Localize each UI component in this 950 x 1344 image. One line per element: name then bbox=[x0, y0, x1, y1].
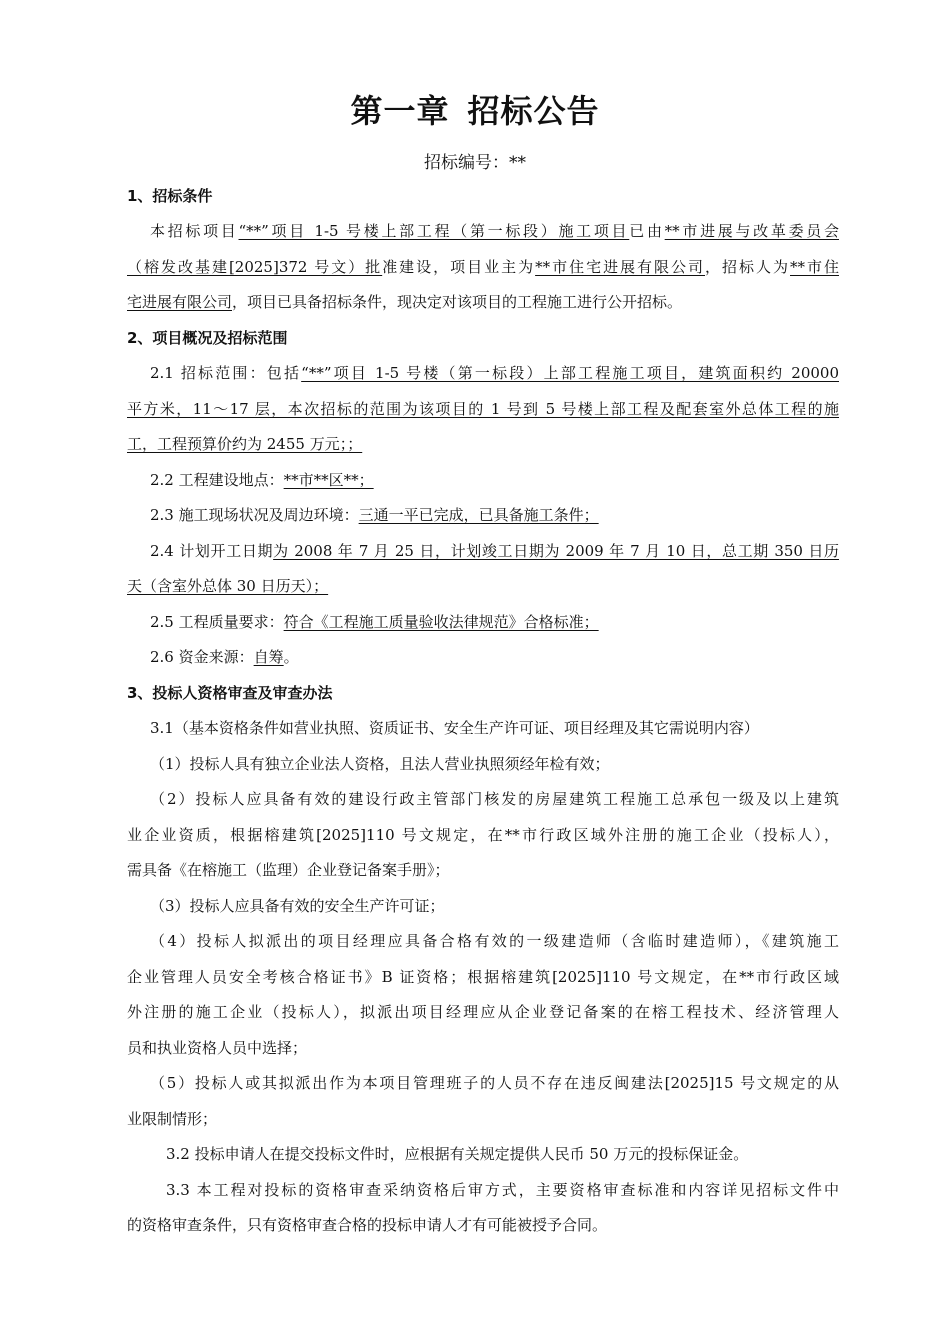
page-title bbox=[0, 86, 950, 132]
section-1-para-line-1: 本招标项目“**”项目 1-5 号楼上部工程（第一标段）施工项目已由**市进展与改革委员会 bbox=[150, 222, 839, 240]
bid-bond-requirement: 3.2 投标申请人在提交投标文件时，应根据有关规定提供人民币 50 万元的投标保证金。 bbox=[166, 1145, 749, 1163]
requirement-1: （1）投标人具有独立企业法人资格，且法人营业执照须经年检有效； bbox=[150, 755, 610, 773]
schedule-line-2: 天（含室外总体 30 日历天）； bbox=[127, 577, 329, 595]
site-conditions: 2.3 施工现场状况及周边环境：三通一平已完成，已具备施工条件； bbox=[150, 506, 599, 524]
title-chapter: 第一章 bbox=[350, 92, 450, 130]
section-1-para-line-3: 宅进展有限公司，项目已具备招标条件，现决定对该项目的工程施工进行公开招标。 bbox=[127, 293, 683, 311]
requirement-2-line-3: 需具备《在榕施工（监理）企业登记备案手册》； bbox=[127, 861, 450, 879]
scope-line-1: 2.1 招标范围：包括“**”项目 1-5 号楼（第一标段）上部工程施工项目，建筑面积约 20000 bbox=[150, 364, 839, 382]
requirement-2-line-1: （2）投标人应具备有效的建设行政主管部门核发的房屋建筑工程施工总承包一级及以上建筑 bbox=[150, 790, 839, 808]
title-text: 招标公告 bbox=[467, 92, 600, 130]
section-1-heading: 1、招标条件 bbox=[127, 187, 213, 205]
section-3-heading: 3、投标人资格审查及审查办法 bbox=[127, 684, 333, 702]
requirement-2-line-2: 业企业资质，根据榕建筑[2025]110 号文规定，在**市行政区域外注册的施工企业（投标人）， bbox=[127, 826, 839, 844]
quality-requirement: 2.5 工程质量要求：符合《工程施工质量验收法律规范》合格标准； bbox=[150, 613, 599, 631]
requirement-4-line-1: （4）投标人拟派出的项目经理应具备合格有效的一级建造师（含临时建造师），《建筑施工 bbox=[150, 932, 839, 950]
post-qualification-line-2: 的资格审查条件，只有资格审查合格的投标申请人才有可能被授予合同。 bbox=[127, 1216, 608, 1234]
requirement-4-line-2: 企业管理人员安全考核合格证书》B 证资格；根据榕建筑[2025]110 号文规定，在**市行政区域 bbox=[127, 968, 839, 986]
requirement-5-line-2: 业限制情形； bbox=[127, 1110, 218, 1128]
scope-line-2: 平方米，11～17 层，本次招标的范围为该项目的 1 号到 5 号楼上部工程及配套室外总体工程的施 bbox=[127, 400, 839, 418]
construction-location: 2.2 工程建设地点：**市**区**； bbox=[150, 471, 374, 489]
section-2-heading: 2、项目概况及招标范围 bbox=[127, 329, 288, 347]
section-1-para-line-2: （榕发改基建[2025]372 号文）批准建设，项目业主为**市住宅进展有限公司，招标人为**市住 bbox=[127, 258, 839, 276]
schedule-line-1: 2.4 计划开工日期为 2008 年 7 月 25 日，计划竣工日期为 2009 年 7 月 10 日，总工期 350 日历 bbox=[150, 542, 840, 560]
funding-source: 2.6 资金来源：自筹。 bbox=[150, 648, 299, 666]
qualification-intro: 3.1（基本资格条件如营业执照、资质证书、安全生产许可证、项目经理及其它需说明内容） bbox=[150, 719, 759, 737]
requirement-5-line-1: （5）投标人或其拟派出作为本项目管理班子的人员不存在违反闽建法[2025]15 号文规定的从 bbox=[150, 1074, 839, 1092]
requirement-3: （3）投标人应具备有效的安全生产许可证； bbox=[150, 897, 445, 915]
requirement-4-line-3: 外注册的施工企业（投标人），拟派出项目经理应从企业登记备案的在榕工程技术、经济管理人 bbox=[127, 1003, 839, 1021]
bid-number: 招标编号：** bbox=[424, 153, 526, 173]
scope-line-3: 工，工程预算价约为 2455 万元；； bbox=[127, 435, 363, 453]
post-qualification-line-1: 3.3 本工程对投标的资格审查采纳资格后审方式，主要资格审查标准和内容详见招标文件中 bbox=[166, 1181, 839, 1199]
requirement-4-line-4: 员和执业资格人员中选择； bbox=[127, 1039, 308, 1057]
